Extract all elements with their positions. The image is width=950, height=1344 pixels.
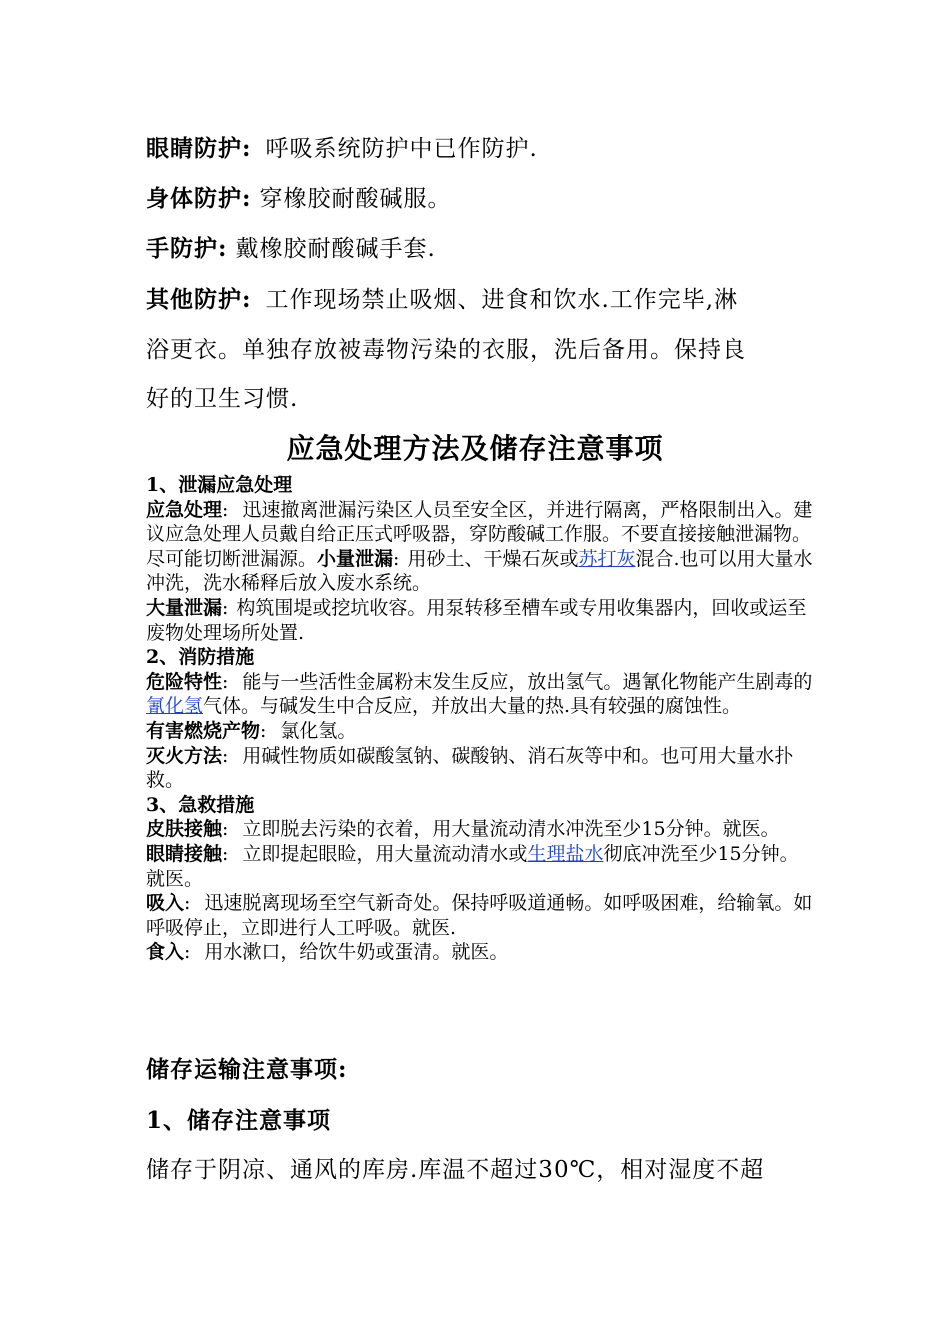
storage-subheading: 1、储存注意事项	[146, 1107, 332, 1134]
fire-hazard-paragraph: 危险特性: 能与一些活性金属粉末发生反应，放出氢气。遇氰化物能产生剧毒的氰化氢气体。与碱发生中合反应，并放出大量的热.具有较强的腐蚀性。	[146, 670, 813, 718]
leak-emergency-text: 迅速撤离泄漏污染区人员至安全区，并进行隔离，严格限制出入。建议应急处理人员戴自给正压式呼吸器，穿防酸碱工作服。不要直接接触泄漏物。尽可能切断泄漏源。	[146, 498, 813, 570]
leak-small-label: 小量泄漏	[317, 547, 394, 570]
leak-emergency-paragraph: 应急处理: 迅速撤离泄漏污染区人员至安全区，并进行隔离，严格限制出入。建议应急处理人员戴自给正压式呼吸器，穿防酸碱工作服。不要直接接触泄漏物。尽可能切断泄漏源。小量泄漏: 用砂土、干燥石灰或苏打灰混合.也可以用大量水冲洗，洗水稀释后放入废水系统。	[146, 498, 813, 595]
saline-link[interactable]: 生理盐水	[527, 842, 604, 865]
leak-small-text-a: 用砂土、干燥石灰或	[407, 547, 579, 570]
firstaid-skin-label: 皮肤接触	[146, 818, 223, 841]
fire-extinguish-text: 用碱性物质如碳酸氢钠、碳酸钠、消石灰等中和。也可用大量水扑救。	[146, 744, 794, 792]
fire-heading: 2、消防措施	[146, 646, 255, 669]
firstaid-skin-paragraph: 皮肤接触: 立即脱去污染的衣着，用大量流动清水冲洗至少15分钟。就医。	[146, 818, 780, 841]
firstaid-inhale-paragraph: 吸入: 迅速脱离现场至空气新奇处。保持呼吸道通畅。如呼吸困难，给输氧。如呼吸停止，立即进行人工呼吸。就医.	[146, 892, 813, 939]
body-protection-label: 身体防护:	[146, 185, 252, 212]
body-protection-line	[146, 184, 452, 214]
eye-protection-text: 呼吸系统防护中已作防护.	[265, 136, 538, 162]
hand-protection-label: 手防护:	[146, 235, 228, 262]
fire-combustion-paragraph: 有害燃烧产物: 氯化氢。	[146, 719, 357, 742]
leak-emergency-label: 应急处理	[146, 498, 223, 521]
section-title: 应急处理方法及储存注意事项	[286, 432, 664, 465]
leak-heading: 1、泄漏应急处理	[146, 474, 293, 496]
other-protection-line1	[146, 285, 738, 315]
emergency-section	[146, 473, 816, 965]
storage-text: 储存于阴凉、通风的库房.库温不超过30℃，相对湿度不超	[146, 1157, 765, 1183]
other-protection-text-1: 工作现场禁止吸烟、进食和饮水.工作完毕,淋	[265, 287, 739, 313]
body-protection-text: 穿橡胶耐酸碱服。	[259, 186, 452, 212]
soda-ash-link[interactable]: 苏打灰	[578, 547, 636, 570]
firstaid-ingest-paragraph: 食入: 用水漱口，给饮牛奶或蛋清。就医。	[146, 941, 509, 964]
fire-combustion-label: 有害燃烧产物	[146, 719, 261, 742]
storage-heading-line	[146, 1055, 348, 1085]
other-protection-text-2: 浴更衣。单独存放被毒物污染的衣服，洗后备用。保持良	[146, 337, 746, 363]
firstaid-heading: 3、急救措施	[146, 793, 255, 816]
leak-large-paragraph: 大量泄漏: 构筑围堤或挖坑收容。用泵转移至槽车或专用收集器内，回收或运至废物处理场所处置.	[146, 596, 807, 644]
firstaid-eye-text-a: 立即提起眼睑，用大量流动清水或	[242, 842, 528, 865]
firstaid-eye-text-b: 彻底冲洗至少15分钟。就医。	[146, 842, 799, 890]
storage-text-line	[146, 1155, 764, 1185]
leak-small-text-b: 混合.也可以用大量水冲洗，洗水稀释后放入废水系统。	[146, 547, 813, 595]
eye-protection-label: 眼睛防护:	[146, 135, 252, 162]
storage-heading: 储存运输注意事项:	[146, 1056, 348, 1083]
leak-large-text: 构筑围堤或挖坑收容。用泵转移至槽车或专用收集器内，回收或运至废物处理场所处置.	[146, 596, 807, 644]
fire-hazard-text-a: 能与一些活性金属粉末发生反应，放出氢气。遇氰化物能产生剧毒的	[242, 670, 813, 693]
firstaid-ingest-label: 食入	[146, 941, 185, 964]
fire-extinguish-label: 灭火方法	[146, 744, 223, 767]
other-protection-line2	[146, 335, 746, 365]
firstaid-skin-text: 立即脱去污染的衣着，用大量流动清水冲洗至少15分钟。就医。	[242, 818, 780, 841]
fire-combustion-text: 氯化氢。	[280, 719, 357, 742]
hand-protection-text: 戴橡胶耐酸碱手套.	[235, 236, 436, 262]
firstaid-eye-label: 眼睛接触	[146, 842, 223, 865]
firstaid-ingest-text: 用水漱口，给饮牛奶或蛋清。就医。	[204, 941, 509, 964]
other-protection-line3	[146, 384, 298, 414]
storage-subheading-line	[146, 1106, 331, 1136]
firstaid-eye-paragraph: 眼睛接触: 立即提起眼睑，用大量流动清水或生理盐水彻底冲洗至少15分钟。就医。	[146, 842, 799, 890]
fire-extinguish-paragraph: 灭火方法: 用碱性物质如碳酸氢钠、碳酸钠、消石灰等中和。也可用大量水扑救。	[146, 744, 794, 792]
fire-hazard-label: 危险特性	[146, 670, 223, 693]
eye-protection-line	[146, 134, 538, 164]
firstaid-inhale-text: 迅速脱离现场至空气新奇处。保持呼吸道通畅。如呼吸困难，给输氧。如呼吸停止，立即进行人工呼吸。就医.	[146, 892, 813, 939]
hand-protection-line	[146, 234, 436, 264]
other-protection-text-3: 好的卫生习惯.	[146, 386, 299, 412]
hydrogen-cyanide-link[interactable]: 氰化氢	[146, 695, 204, 718]
other-protection-label: 其他防护:	[146, 286, 252, 313]
firstaid-inhale-label: 吸入	[146, 892, 185, 915]
leak-large-label: 大量泄漏	[146, 596, 223, 619]
fire-hazard-text-b: 气体。与碱发生中合反应，并放出大量的热.具有较强的腐蚀性。	[203, 695, 742, 718]
